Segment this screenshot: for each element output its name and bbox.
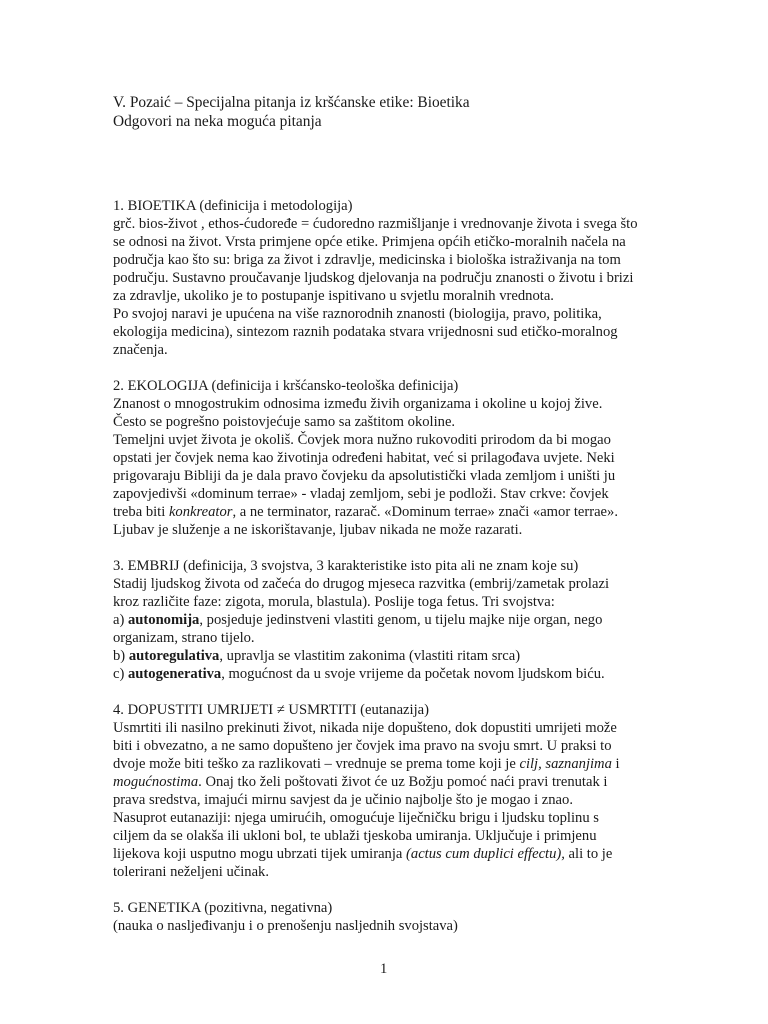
paragraph-line: grč. bios-život , ethos-ćudoređe = ćudoredno razmišljanje i vrednovanje života i svega što xyxy=(113,216,638,232)
paragraph-line: se odnosi na život. Vrsta primjene opće etike. Primjena općih etičko-moralnih načela na xyxy=(113,234,626,250)
page-number: 1 xyxy=(380,961,388,977)
paragraph-line: Često se pogrešno poistovjećuje samo sa zaštitom okoline. xyxy=(113,414,456,430)
document-subtitle: Odgovori na neka moguća pitanja xyxy=(113,113,322,130)
item-term: autoregulativa xyxy=(128,648,220,664)
list-item xyxy=(113,665,653,683)
paragraph-line xyxy=(113,755,653,773)
section-heading: 2. EKOLOGIJA (definicija i kršćansko-teološka definicija) xyxy=(113,378,459,394)
section-ekologija xyxy=(113,377,653,539)
section-heading: 3. EMBRIJ (definicija, 3 svojstva, 3 karakteristike isto pita ali ne znam koje su) xyxy=(113,558,579,574)
paragraph-line: područja kao što su: briga za život i zdravlje, medicinska i biološka istraživanja na tom xyxy=(113,252,621,268)
text-run: lijekova koji usputno mogu ubrzati tijek umiranja xyxy=(113,846,407,862)
text-run: i xyxy=(611,756,620,772)
text-run: , a ne terminator, razarač. «Dominum terrae» znači «amor terrae». xyxy=(232,504,618,520)
item-text: , mogućnost da u svoje vrijeme da početak novom ljudskom biću. xyxy=(221,666,605,682)
paragraph-line xyxy=(113,845,653,863)
paragraph-line: za zdravlje, ukoliko je to postupanje ispitivano u svjetlu moralnih vrednota. xyxy=(113,288,554,304)
paragraph-line: (nauka o nasljeđivanju i o prenošenju nasljednih svojstava) xyxy=(113,918,458,934)
text-run: treba biti xyxy=(113,504,169,520)
paragraph-line: Ljubav je služenje a ne iskorištavanje, ljubav nikada ne može razarati. xyxy=(113,522,523,538)
paragraph-line: Znanost o mnogostrukim odnosima između živih organizama i okoline u kojoj žive. xyxy=(113,396,603,412)
paragraph-line: opstati jer čovjek nema kao životinja određeni habitat, već si prilagođava uvjete. Neki xyxy=(113,450,615,466)
item-term: autonomija xyxy=(128,612,200,628)
list-item xyxy=(113,647,653,665)
section-eutanazija xyxy=(113,701,653,881)
list-item-continuation: organizam, strano tijelo. xyxy=(113,630,255,646)
paragraph-line: ekologija medicina), sintezom raznih podataka stvara vrijednosni sud etičko-moralnog xyxy=(113,324,618,340)
item-prefix: a) xyxy=(113,612,128,628)
section-heading: 4. DOPUSTITI UMRIJETI ≠ USMRTITI (eutanazija) xyxy=(113,702,429,718)
paragraph-line: prigovaraju Bibliji da je dala pravo čovjeku da apsolutistički vlada zemljom i uništi ju xyxy=(113,468,616,484)
paragraph-line: Usmrtiti ili nasilno prekinuti život, nikada nije dopušteno, dok dopustiti umrijeti može xyxy=(113,720,617,736)
item-term: autogenerativa xyxy=(128,666,222,682)
paragraph-line: prava sredstva, imajući mirnu savjest da je učinio najbolje što je mogao i znao. xyxy=(113,792,573,808)
paragraph-line xyxy=(113,503,653,521)
italic-term: (actus cum duplici effectu), xyxy=(406,846,565,862)
list-item xyxy=(113,611,653,629)
italic-term: cilj, saznanjima xyxy=(519,756,612,772)
section-genetika xyxy=(113,899,653,935)
paragraph-line: Po svojoj naravi je upućena na više raznorodnih znanosti (biologija, pravo, politika, xyxy=(113,306,602,322)
section-bioetika xyxy=(113,197,653,359)
italic-term: konkreator xyxy=(168,504,233,520)
paragraph-line: Nasuprot eutanaziji: njega umirućih, omogućuje liječničku brigu i ljudsku toplinu s xyxy=(113,810,599,826)
item-prefix: b) xyxy=(113,648,129,664)
paragraph-line: području. Sustavno proučavanje ljudskog djelovanja na području znanosti o životu i brizi xyxy=(113,270,634,286)
text-run: dvoje može biti teško za razlikovati – vrednuje se prema tome koji je xyxy=(113,756,520,772)
section-heading: 1. BIOETIKA (definicija i metodologija) xyxy=(113,198,353,214)
text-run: ali to je xyxy=(564,846,613,862)
paragraph-line: tolerirani neželjeni učinak. xyxy=(113,864,269,880)
paragraph-line: značenja. xyxy=(113,342,168,358)
paragraph-line: kroz različite faze: zigota, morula, blastula). Poslije toga fetus. Tri svojstva: xyxy=(113,594,555,610)
document-title: V. Pozaić – Specijalna pitanja iz kršćanske etike: Bioetika xyxy=(113,94,470,111)
text-run: . Onaj tko želi poštovati život će uz Božju pomoć naći pravi trenutak i xyxy=(198,774,608,790)
document-page xyxy=(113,93,653,935)
paragraph-line xyxy=(113,773,653,791)
paragraph-line: Stadij ljudskog života od začeća do drugog mjeseca razvitka (embrij/zametak prolazi xyxy=(113,576,609,592)
item-text: , posjeduje jedinstveni vlastiti genom, u tijelu majke nije organ, nego xyxy=(199,612,603,628)
italic-term: mogućnostima xyxy=(113,774,199,790)
item-text: , upravlja se vlastitim zakonima (vlastiti ritam srca) xyxy=(219,648,521,664)
section-embrij xyxy=(113,557,653,683)
paragraph-line: ciljem da se olakša ili ukloni bol, te ublaži tjeskoba umiranja. Uključuje i primjenu xyxy=(113,828,597,844)
paragraph-line: biti i obvezatno, a ne samo dopušteno jer čovjek ima pravo na svoju smrt. U praksi to xyxy=(113,738,612,754)
paragraph-line: Temeljni uvjet života je okoliš. Čovjek mora nužno rukovoditi prirodom da bi mogao xyxy=(113,432,611,448)
item-prefix: c) xyxy=(113,666,128,682)
paragraph-line: zapovjedivši «dominum terrae» - vladaj zemljom, sebi je podloži. Stav crkve: čovjek xyxy=(113,486,609,502)
section-heading: 5. GENETIKA (pozitivna, negativna) xyxy=(113,900,333,916)
